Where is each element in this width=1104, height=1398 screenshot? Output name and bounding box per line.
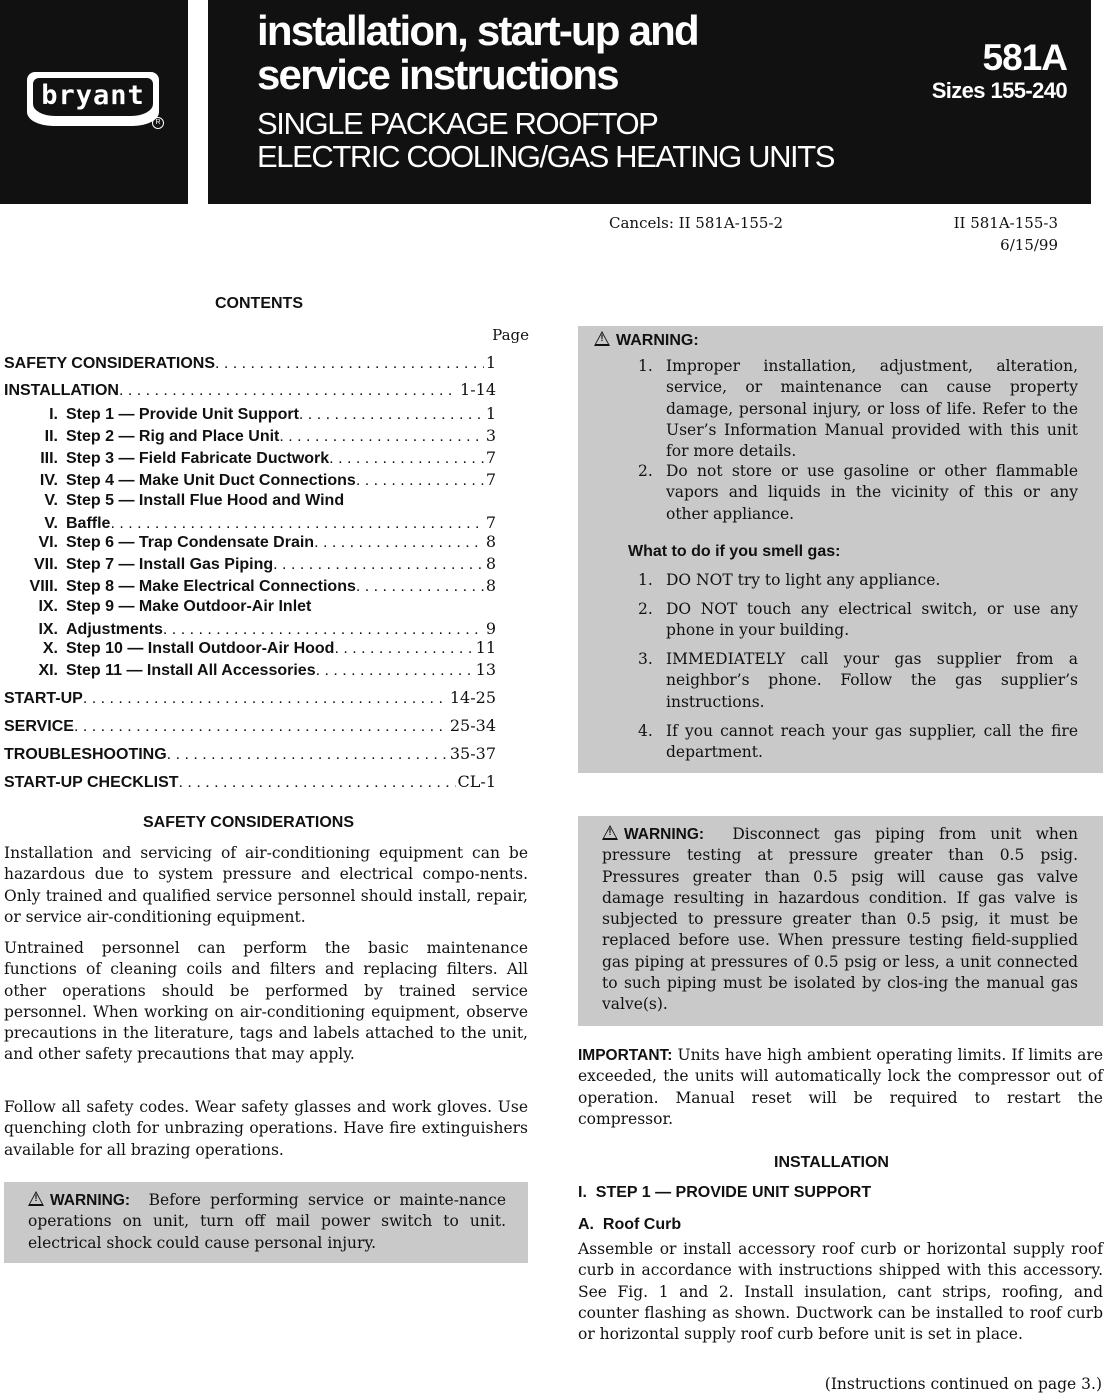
toc-dot-leader xyxy=(334,640,473,658)
gas-warning-label: WARNING: xyxy=(616,332,699,349)
toc-entry xyxy=(0,638,496,662)
roof-curb-text: Assemble or install accessory roof curb or horizontal supply roof curb in accordance with instructions shipped with this accessory. See Fig. 1 and 2. Install insulation, cant strips, roofing, and counter flashing as shown. Ductwork can be installed to roof curb or horizontal supply roof curb before unit is set in place. xyxy=(578,1240,1103,1344)
toc-entry-number: VIII. xyxy=(29,578,58,595)
toc-entry-page: 3 xyxy=(485,426,496,445)
toc-entry-number: IX. xyxy=(38,598,58,615)
toc-entry-label: Step 4 — Make Unit Duct Connections xyxy=(66,472,356,489)
toc-dot-leader xyxy=(316,662,474,680)
pressure-warning-box xyxy=(578,816,1103,1026)
important-text: Units have high ambient operating limits. If limits are exceeded, the units will automatically lock the compressor out of operation. Manual reset will be required to restart the compressor. xyxy=(578,1046,1103,1128)
toc-entry xyxy=(0,532,496,556)
important-label: IMPORTANT: xyxy=(578,1047,673,1064)
toc-entry-label: Step 10 — Install Outdoor-Air Hood xyxy=(66,640,335,657)
toc-entry-number: VII. xyxy=(33,556,58,573)
toc-entry xyxy=(4,744,496,768)
toc-entry-page: 1 xyxy=(485,404,496,423)
list-number: 1. xyxy=(638,357,653,375)
safety-paragraph-3: Follow all safety codes. Wear safety glasses and work gloves. Use quenching cloth for unbrazing operations. Have fire extinguishers available for all brazing operations. xyxy=(4,1098,528,1159)
contents-title: CONTENTS xyxy=(215,295,303,312)
toc-dot-leader xyxy=(167,746,448,764)
warning-list-item xyxy=(638,461,1078,525)
toc-entry xyxy=(0,426,496,450)
warning-triangle-icon: ! xyxy=(594,331,610,346)
logo-wordmark: bryant xyxy=(33,78,153,116)
toc-dot-leader xyxy=(314,534,484,552)
toc-entry xyxy=(0,448,496,472)
toc-entry-page: 7 xyxy=(485,513,496,532)
warning-list-item xyxy=(638,356,1078,462)
toc-entry-label: Baffle xyxy=(66,515,111,532)
toc-entry-number: X. xyxy=(42,640,58,657)
gas-list-item xyxy=(638,721,1078,764)
toc-entry xyxy=(4,716,496,740)
toc-entry-page: 14-25 xyxy=(449,688,496,707)
toc-entry-page: 1 xyxy=(485,353,496,372)
toc-entry-number: VI. xyxy=(38,534,58,551)
toc-dot-leader xyxy=(110,515,483,533)
step-1-heading: I. STEP 1 — PROVIDE UNIT SUPPORT xyxy=(578,1184,872,1201)
safety-title: SAFETY CONSIDERATIONS xyxy=(143,814,354,831)
toc-dot-leader xyxy=(329,450,484,468)
toc-entry-number: III. xyxy=(40,450,58,467)
gas-warning-header xyxy=(594,330,699,350)
smell-gas-heading: What to do if you smell gas: xyxy=(628,543,841,560)
toc-entry-first-line xyxy=(0,598,311,616)
toc-dot-leader xyxy=(356,578,484,596)
toc-dot-leader xyxy=(279,428,483,446)
gas-list-item xyxy=(638,599,1078,642)
toc-entry-label: Step 7 — Install Gas Piping xyxy=(66,556,274,573)
toc-entry xyxy=(0,576,496,600)
toc-dot-leader xyxy=(215,355,484,373)
toc-entry xyxy=(0,470,496,494)
toc-dot-leader xyxy=(83,690,448,708)
registered-mark: R xyxy=(152,117,164,129)
document-date: 6/15/99 xyxy=(1000,236,1058,254)
title-line-1: installation, start-up and xyxy=(257,7,698,54)
toc-entry-label: TROUBLESHOOTING xyxy=(4,746,167,763)
toc-entry-page: 11 xyxy=(475,638,496,657)
gas-list-item xyxy=(638,570,1078,591)
toc-entry-label: START-UP CHECKLIST xyxy=(4,774,179,791)
toc-entry-page: 25-34 xyxy=(449,716,496,735)
toc-dot-leader xyxy=(74,718,448,736)
title-banner xyxy=(208,0,1091,204)
list-number: 2. xyxy=(638,462,653,480)
toc-entry-page: 13 xyxy=(475,660,496,679)
installation-title: INSTALLATION xyxy=(774,1154,889,1171)
warning-triangle-icon: ! xyxy=(602,825,618,840)
gas-list-item xyxy=(638,649,1078,713)
toc-entry-first-line xyxy=(0,492,344,510)
safety-paragraph-2: Untrained personnel can perform the basic maintenance functions of cleaning coils and filters and replacing filters. All other operations should be performed by trained service personnel. When working on air-conditioning equipment, observe precautions in the literature, tags and labels attached to the unit, and other safety precautions that may apply. xyxy=(4,939,528,1064)
toc-entry xyxy=(4,380,496,404)
toc-entry-label: START-UP xyxy=(4,690,83,707)
toc-entry-page: 8 xyxy=(485,532,496,551)
toc-entry-number: IX. xyxy=(38,621,58,638)
toc-entry-label: Step 1 — Provide Unit Support xyxy=(66,406,299,423)
pressure-warning-text: Disconnect gas piping from unit when pressure testing at pressure greater than 0.5 psig. Pressures greater than 0.5 psig will cause gas valve damage resulting in hazardous condition. If gas valve is subjected to pressure greater than 0.5 psig, it must be replaced before use. When pressure testing field-supplied gas piping at pressures of 0.5 psig or less, a unit connected to such piping must be isolated by clos-ing the manual gas valve(s). xyxy=(602,825,1078,1014)
toc-entry-label: Step 11 — Install All Accessories xyxy=(66,662,316,679)
toc-entry-label: Step 3 — Field Fabricate Ductwork xyxy=(66,450,330,467)
safety-warning-box xyxy=(4,1182,528,1263)
list-text: IMMEDIATELY call your gas supplier from a neighbor’s phone. Follow the gas supplier’s instructions. xyxy=(666,650,1078,711)
toc-entry xyxy=(4,772,496,796)
toc-entry-number: II. xyxy=(44,428,58,445)
safety-paragraph-1: Installation and servicing of air-conditioning equipment can be hazardous due to system pressure and electrical compo-nents. Only trained and qualified service personnel should install, repair, or service air-conditioning equipment. xyxy=(4,844,528,926)
subtitle-line-2: ELECTRIC COOLING/GAS HEATING UNITS xyxy=(257,139,835,174)
toc-entry xyxy=(4,688,496,712)
subtitle-line-1: SINGLE PACKAGE ROOFTOP xyxy=(257,106,658,141)
logo-block xyxy=(0,0,188,204)
list-number: 3. xyxy=(638,650,653,668)
safety-warning-body xyxy=(28,1190,506,1254)
toc-entry-label: Adjustments xyxy=(66,621,163,638)
contents-page-label: Page xyxy=(492,326,529,344)
toc-entry-page: 9 xyxy=(485,619,496,638)
toc-entry-label: INSTALLATION xyxy=(4,382,119,399)
toc-entry-page: 7 xyxy=(485,448,496,467)
toc-dot-leader xyxy=(119,382,458,400)
toc-entry-page: 8 xyxy=(485,576,496,595)
toc-entry-label: SERVICE xyxy=(4,718,74,735)
list-text: DO NOT try to light any appliance. xyxy=(666,571,941,589)
toc-entry-label: SAFETY CONSIDERATIONS xyxy=(4,355,215,372)
warning-triangle-icon: ! xyxy=(28,1191,44,1206)
bryant-logo xyxy=(27,72,159,126)
toc-dot-leader xyxy=(179,774,456,792)
list-number: 1. xyxy=(638,571,653,589)
toc-entry-number: V. xyxy=(44,492,58,509)
toc-entry-page: 35-37 xyxy=(449,744,496,763)
toc-entry-number: XI. xyxy=(38,662,58,679)
toc-entry-label: Step 5 — Install Flue Hood and Wind xyxy=(66,492,345,509)
toc-entry-number: IV. xyxy=(39,472,58,489)
toc-entry xyxy=(0,404,496,428)
toc-entry xyxy=(4,353,496,377)
toc-entry-number: V. xyxy=(44,515,58,532)
continued-note: (Instructions continued on page 3.) xyxy=(824,1375,1102,1393)
document-id: II 581A-155-3 xyxy=(953,214,1058,232)
toc-dot-leader xyxy=(299,406,484,424)
toc-entry-page: 8 xyxy=(485,554,496,573)
list-number: 2. xyxy=(638,600,653,618)
gas-warning-box xyxy=(578,326,1103,773)
toc-entry-label: Step 6 — Trap Condensate Drain xyxy=(66,534,315,551)
toc-dot-leader xyxy=(163,621,484,639)
list-text: Improper installation, adjustment, alteration, service, or maintenance can cause property damage, personal injury, or loss of life. Refer to the User’s Information Manual provided with this unit for more details. xyxy=(666,357,1078,461)
model-sizes: Sizes 155-240 xyxy=(931,78,1067,103)
toc-entry xyxy=(0,660,496,684)
toc-entry-page: 7 xyxy=(485,470,496,489)
safety-warning-text: Before performing service or mainte-nance operations on unit, turn off mail power switch to unit. electrical shock could cause personal injury. xyxy=(28,1191,506,1252)
important-note xyxy=(578,1045,1103,1130)
toc-entry-page: 1-14 xyxy=(460,380,496,399)
toc-entry xyxy=(0,554,496,578)
list-text: Do not store or use gasoline or other flammable vapors and liquids in the vicinity of this or any other appliance. xyxy=(666,462,1078,523)
pressure-warning-label: WARNING: xyxy=(624,826,705,843)
list-text: If you cannot reach your gas supplier, call the fire department. xyxy=(666,722,1078,762)
cancels-note: Cancels: II 581A-155-2 xyxy=(609,214,784,232)
toc-entry-page: CL-1 xyxy=(457,772,496,791)
toc-entry-number: I. xyxy=(49,406,58,423)
toc-entry-label: Step 8 — Make Electrical Connections xyxy=(66,578,356,595)
roof-curb-heading: A. Roof Curb xyxy=(578,1216,682,1233)
toc-dot-leader xyxy=(273,556,484,574)
toc-entry-label: Step 2 — Rig and Place Unit xyxy=(66,428,280,445)
list-text: DO NOT touch any electrical switch, or use any phone in your building. xyxy=(666,600,1078,640)
toc-entry-label: Step 9 — Make Outdoor-Air Inlet xyxy=(66,598,312,615)
pressure-warning-body xyxy=(602,824,1078,1016)
safety-warning-label: WARNING: xyxy=(50,1192,131,1209)
toc-dot-leader xyxy=(356,472,484,490)
model-number: 581A xyxy=(982,37,1067,78)
title-line-2: service instructions xyxy=(257,51,618,98)
list-number: 4. xyxy=(638,722,653,740)
